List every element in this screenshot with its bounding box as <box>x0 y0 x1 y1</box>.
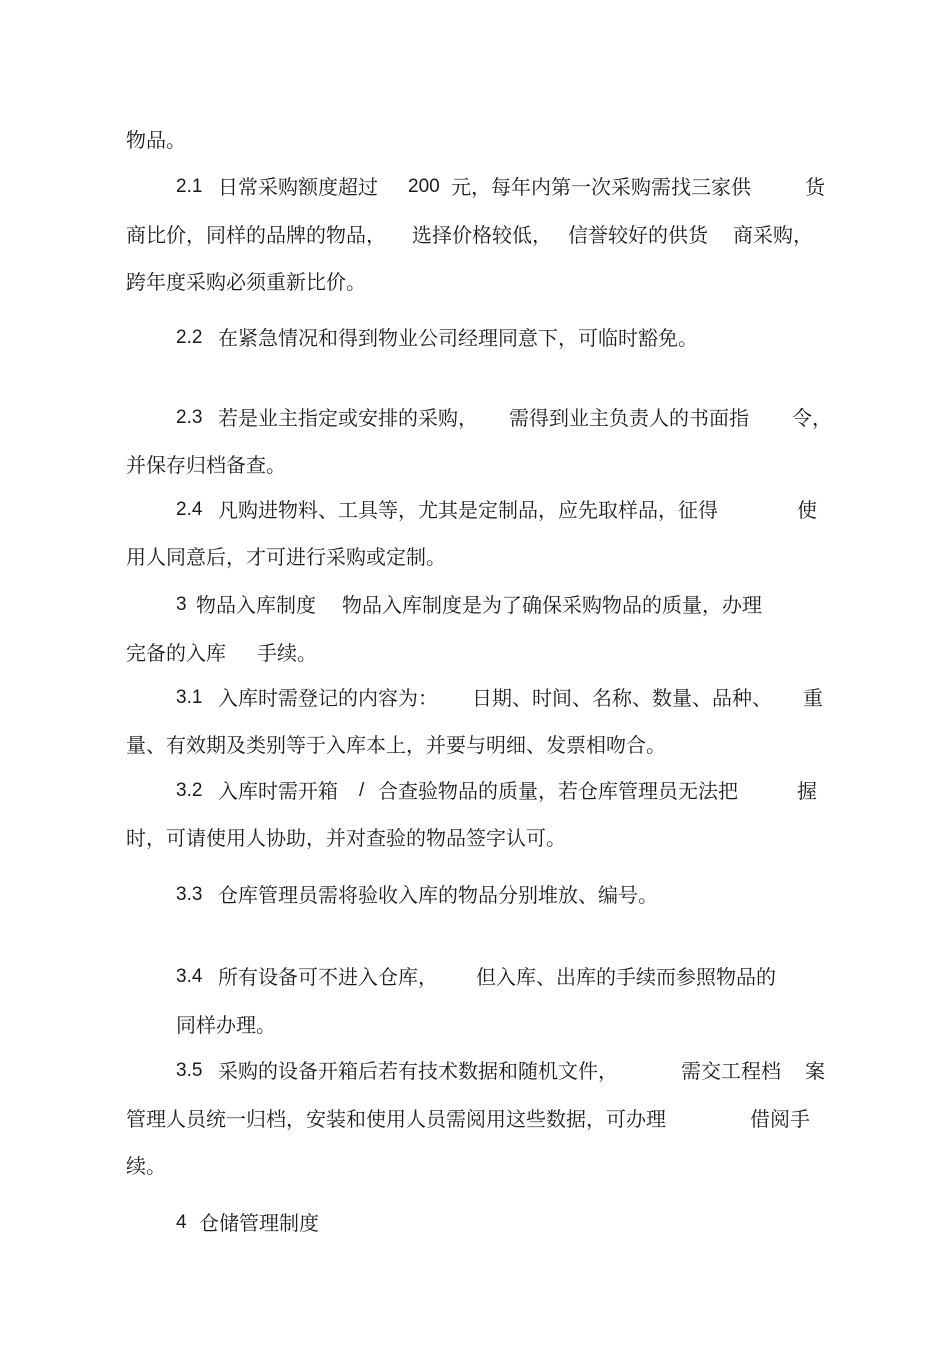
section-number: 3.5 <box>176 1060 203 1081</box>
text-line: 时，可请使用人协助，并对查验的物品签字认可。 <box>126 826 566 850</box>
section-number: 2.4 <box>176 499 203 520</box>
text-line: 仓库管理员需将验收入库的物品分别堆放、编号。 <box>218 883 658 907</box>
section-number: 2.2 <box>176 327 203 348</box>
text-line: 采购的设备开箱后若有技术数据和随机文件， <box>218 1059 618 1083</box>
text-line: 选择价格较低， <box>412 223 552 247</box>
section-heading: 仓储管理制度 <box>199 1211 319 1235</box>
text-line: 所有设备可不进入仓库， <box>218 965 438 989</box>
text-line: 合查验物品的质量，若仓库管理员无法把 <box>378 779 738 803</box>
text-line: 元，每年内第一次采购需找三家供 <box>451 175 751 199</box>
text-line: 物品入库制度是为了确保采购物品的质量，办理 <box>342 593 762 617</box>
text-line: 商采购， <box>733 223 813 247</box>
text-line: 200 <box>408 176 440 197</box>
section-number: 2.1 <box>176 176 203 197</box>
text-line: / <box>359 780 365 801</box>
text-line: 并保存归档备查。 <box>126 453 286 477</box>
section-number: 3.1 <box>176 687 203 708</box>
text-line: 入库时需登记的内容为： <box>218 686 438 710</box>
text-line: 同样办理。 <box>176 1013 276 1037</box>
section-heading: 物品入库制度 <box>196 593 316 617</box>
section-number: 3.2 <box>176 780 203 801</box>
text-line: 案 <box>805 1059 825 1083</box>
text-line: 续。 <box>126 1154 166 1178</box>
text-line: 握 <box>797 779 817 803</box>
text-line: 手续。 <box>257 641 317 665</box>
text-line: 凡购进物料、工具等，尤其是定制品，应先取样品，征得 <box>218 498 718 522</box>
text-line: 完备的入库 <box>126 641 226 665</box>
text-line: 需交工程档 <box>681 1059 781 1083</box>
text-line: 若是业主指定或安排的采购， <box>218 406 478 430</box>
section-number: 4 <box>176 1212 187 1233</box>
text-line: 信誉较好的供货 <box>568 223 708 247</box>
text-line: 入库时需开箱 <box>218 779 338 803</box>
text-line: 管理人员统一归档，安装和使用人员需阅用这些数据，可办理 <box>126 1107 666 1131</box>
text-line: 跨年度采购必须重新比价。 <box>126 270 366 294</box>
section-number: 3.3 <box>176 884 203 905</box>
section-number: 3.4 <box>176 966 203 987</box>
text-line: 借阅手 <box>750 1107 810 1131</box>
text-line: 商比价，同样的品牌的物品， <box>126 223 386 247</box>
text-line: 货 <box>805 175 825 199</box>
text-line: 物品。 <box>126 128 186 152</box>
text-line: 重 <box>803 686 823 710</box>
text-line: 令， <box>792 406 832 430</box>
section-number: 3 <box>176 594 187 615</box>
text-line: 使 <box>797 498 817 522</box>
text-line: 在紧急情况和得到物业公司经理同意下，可临时豁免。 <box>218 326 698 350</box>
text-line: 日常采购额度超过 <box>218 175 378 199</box>
text-line: 需得到业主负责人的书面指 <box>509 406 749 430</box>
text-line: 日期、时间、名称、数量、品种、 <box>472 686 772 710</box>
section-number: 2.3 <box>176 407 203 428</box>
text-line: 但入库、出库的手续而参照物品的 <box>476 965 776 989</box>
text-line: 用人同意后，才可进行采购或定制。 <box>126 545 446 569</box>
text-line: 量、有效期及类别等于入库本上，并要与明细、发票相吻合。 <box>126 733 666 757</box>
